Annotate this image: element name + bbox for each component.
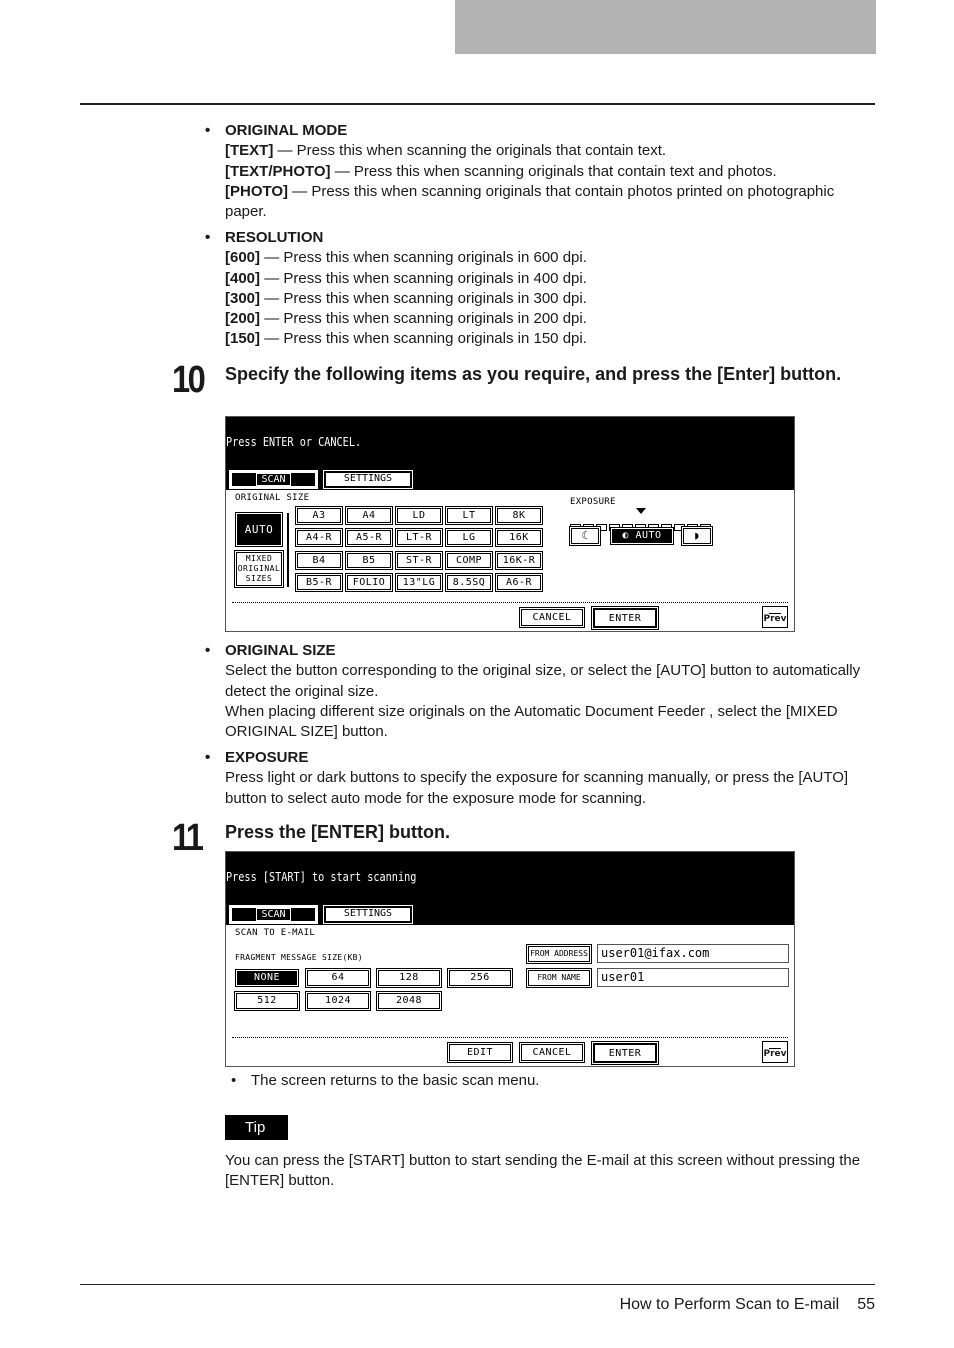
resolution-line: [400] — Press this when scanning originals in 400 dpi. bbox=[225, 269, 587, 287]
fragment-128-button[interactable]: 128 bbox=[378, 970, 440, 986]
edit-button[interactable]: EDIT bbox=[449, 1044, 511, 1061]
step-title: Press the [ENTER] button. bbox=[225, 822, 451, 842]
enter-button[interactable]: ENTER bbox=[593, 608, 657, 628]
divider bbox=[232, 1037, 788, 1038]
step-number: 10 bbox=[172, 359, 204, 401]
divider bbox=[232, 602, 788, 603]
divider bbox=[287, 513, 289, 587]
header-band bbox=[455, 0, 876, 54]
step-number: 11 bbox=[172, 817, 202, 859]
size-str-button[interactable]: ST-R bbox=[397, 553, 441, 568]
step11-note: • The screen returns to the basic scan menu. bbox=[231, 1072, 540, 1089]
scan-to-email-label: SCAN TO E-MAIL bbox=[235, 928, 316, 938]
fragment-size-label: FRAGMENT MESSAGE SIZE(KB) bbox=[235, 953, 363, 962]
cancel-button[interactable]: CANCEL bbox=[521, 609, 583, 626]
original-mode-line: [PHOTO] — Press this when scanning originals that contain photos printed on photographic paper. bbox=[225, 182, 835, 221]
light-icon: ☾ bbox=[581, 529, 589, 542]
original-size-label: ORIGINAL SIZE bbox=[235, 493, 310, 503]
original-mode-line: [TEXT] — Press this when scanning the originals that contain text. bbox=[225, 142, 667, 160]
exposure-text: Press light or dark buttons to specify the exposure for scanning manually, or press the [AUTO] button to select auto mode for the exposure mode for scanning. bbox=[225, 769, 849, 807]
size-a4-button[interactable]: A4 bbox=[347, 508, 391, 523]
original-mode-block: • ORIGINAL MODE [TEXT] — Press this when scanning the originals that contain text. [TEXT/PHOTO] — Press this when scanning originals that contain text and photos. [PHOTO] — Press this when scanning originals that contain photos printed on photographic paper. bbox=[225, 121, 865, 222]
size-ltr-button[interactable]: LT-R bbox=[397, 530, 441, 545]
header-rule bbox=[80, 103, 875, 105]
prev-button[interactable]: Prev bbox=[762, 606, 788, 628]
size-lt-button[interactable]: LT bbox=[447, 508, 491, 523]
exposure-auto-button[interactable]: ◐ AUTO bbox=[611, 528, 673, 544]
tab-scan[interactable]: SCAN bbox=[230, 906, 317, 923]
size-comp-button[interactable]: COMP bbox=[447, 553, 491, 568]
scan-to-email-screen bbox=[225, 851, 795, 1067]
size-16k-button[interactable]: 16K bbox=[497, 530, 541, 545]
footer-rule bbox=[80, 1284, 875, 1285]
exposure-lighter-button[interactable] bbox=[571, 528, 599, 544]
fragment-1024-button[interactable]: 1024 bbox=[307, 993, 369, 1009]
fragment-256-button[interactable]: 256 bbox=[449, 970, 511, 986]
prev-button[interactable]: Prev bbox=[762, 1041, 788, 1063]
tip-label: Tip bbox=[225, 1115, 288, 1140]
screen-message: Press [START] to start scanning bbox=[226, 870, 417, 884]
exposure-heading: EXPOSURE bbox=[225, 749, 309, 766]
original-size-block: • ORIGINAL SIZE Select the button corresponding to the original size, or select the [AUTO] button to automatically detect the original size. When placing different size originals on the Automatic Document Feeder , select the [MIXED ORIGINAL SIZE] button. bbox=[225, 641, 865, 742]
from-address-field[interactable]: user01@ifax.com bbox=[597, 944, 789, 963]
size-folio-button[interactable]: FOLIO bbox=[347, 575, 391, 590]
mixed-original-sizes-button[interactable]: MIXED ORIGINAL SIZES bbox=[236, 552, 282, 586]
scan-settings-screen bbox=[225, 416, 795, 632]
resolution-heading: RESOLUTION bbox=[225, 229, 324, 246]
resolution-line: [600] — Press this when scanning originals in 600 dpi. bbox=[225, 249, 587, 267]
screen-message: Press ENTER or CANCEL. bbox=[226, 435, 362, 449]
original-size-heading: ORIGINAL SIZE bbox=[225, 642, 336, 659]
original-size-text: When placing different size originals on the Automatic Document Feeder , select the [MIXED ORIGINAL SIZE] button. bbox=[225, 702, 838, 741]
screen-message-bar bbox=[226, 852, 794, 925]
exposure-pointer-icon bbox=[636, 508, 646, 514]
screen-message-bar bbox=[226, 417, 794, 490]
resolution-block: • RESOLUTION [600] — Press this when scanning originals in 600 dpi. [400] — Press this when scanning originals in 400 dpi. [300] — Press this when scanning originals in 300 dpi. [200] — Press this when scanning originals in 200 dpi. [150] — Press this when scanning originals in 150 dpi. bbox=[225, 228, 865, 350]
from-address-button[interactable]: FROM ADDRESS bbox=[528, 946, 590, 962]
size-a4r-button[interactable]: A4-R bbox=[297, 530, 341, 545]
footer bbox=[620, 1296, 875, 1314]
size-b5r-button[interactable]: B5-R bbox=[297, 575, 341, 590]
size-a6r-button[interactable]: A6-R bbox=[497, 575, 541, 590]
exposure-darker-button[interactable] bbox=[683, 528, 711, 544]
original-mode-heading: ORIGINAL MODE bbox=[225, 122, 348, 139]
fragment-2048-button[interactable]: 2048 bbox=[378, 993, 440, 1009]
size-13lg-button[interactable]: 13"LG bbox=[397, 575, 441, 590]
tab-settings[interactable]: SETTINGS bbox=[324, 906, 412, 923]
dark-icon: ◗ bbox=[693, 529, 701, 542]
exposure-label: EXPOSURE bbox=[570, 497, 616, 507]
tab-scan[interactable]: SCAN bbox=[230, 471, 317, 488]
size-a3-button[interactable]: A3 bbox=[297, 508, 341, 523]
enter-button[interactable]: ENTER bbox=[593, 1043, 657, 1063]
auto-exposure-icon: ◐ bbox=[622, 530, 636, 541]
tab-settings[interactable]: SETTINGS bbox=[324, 471, 412, 488]
fragment-64-button[interactable]: 64 bbox=[307, 970, 369, 986]
size-16kr-button[interactable]: 16K-R bbox=[497, 553, 541, 568]
fragment-none-button[interactable]: NONE bbox=[236, 970, 298, 986]
cancel-button[interactable]: CANCEL bbox=[521, 1044, 583, 1061]
resolution-line: [150] — Press this when scanning originals in 150 dpi. bbox=[225, 330, 587, 348]
size-8k-button[interactable]: 8K bbox=[497, 508, 541, 523]
fragment-512-button[interactable]: 512 bbox=[236, 993, 298, 1009]
size-ld-button[interactable]: LD bbox=[397, 508, 441, 523]
size-a5r-button[interactable]: A5-R bbox=[347, 530, 391, 545]
resolution-line: [300] — Press this when scanning originals in 300 dpi. bbox=[225, 289, 587, 307]
auto-size-button[interactable]: AUTO bbox=[236, 513, 282, 546]
tip-text: You can press the [START] button to start sending the E-mail at this screen without pressing the [ENTER] button. bbox=[225, 1152, 861, 1190]
from-name-field[interactable]: user01 bbox=[597, 968, 789, 987]
exposure-block: • EXPOSURE Press light or dark buttons to specify the exposure for scanning manually, or press the [AUTO] button to select auto mode for the exposure mode for scanning. bbox=[225, 748, 865, 809]
size-b4-button[interactable]: B4 bbox=[297, 553, 341, 568]
original-mode-line: [TEXT/PHOTO] — Press this when scanning originals that contain text and photos. bbox=[225, 162, 777, 180]
footer-title: How to Perform Scan to E-mail bbox=[619, 1296, 840, 1313]
size-lg-button[interactable]: LG bbox=[447, 530, 491, 545]
from-name-button[interactable]: FROM NAME bbox=[528, 970, 590, 986]
resolution-line: [200] — Press this when scanning originals in 200 dpi. bbox=[225, 310, 587, 328]
step-title: Specify the following items as you require, and press the [Enter] button. bbox=[225, 364, 842, 384]
original-size-text: Select the button corresponding to the original size, or select the [AUTO] button to automatically detect the original size. bbox=[225, 662, 861, 700]
size-85sq-button[interactable]: 8.5SQ bbox=[447, 575, 491, 590]
page-number: 55 bbox=[857, 1296, 875, 1313]
size-b5-button[interactable]: B5 bbox=[347, 553, 391, 568]
